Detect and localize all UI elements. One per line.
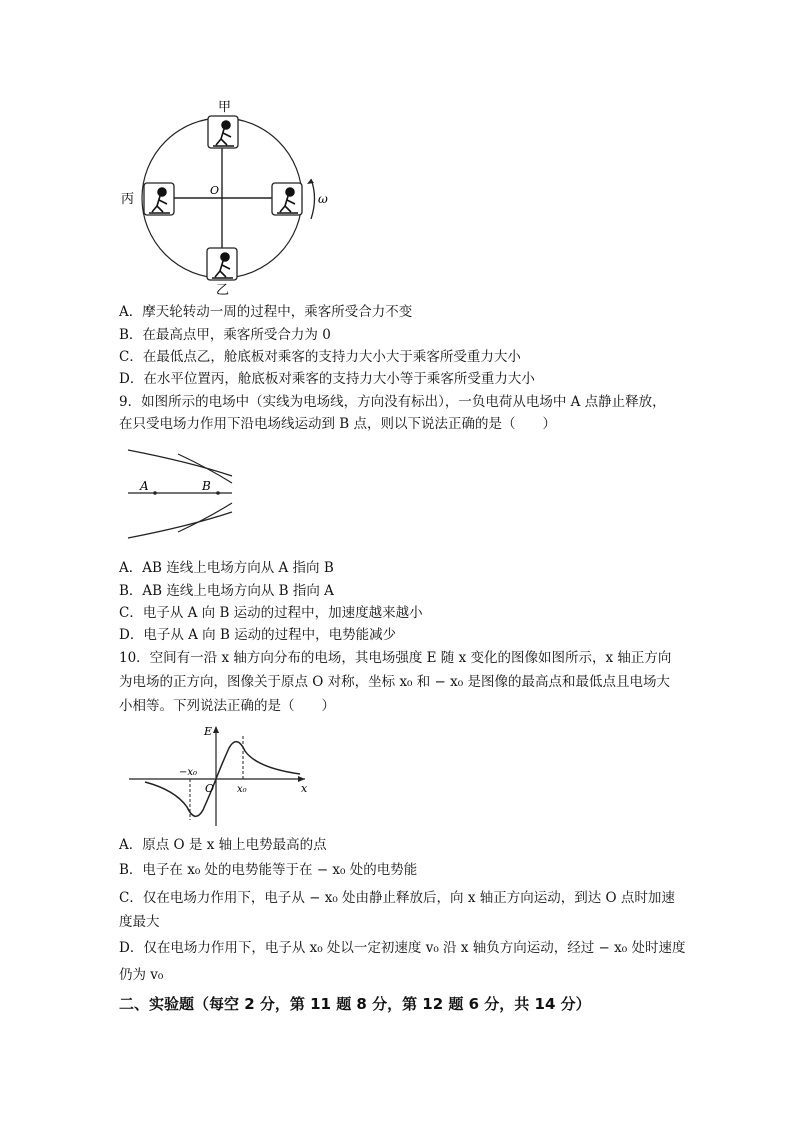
q10-stem-line1: 10．空间有一沿 x 轴方向分布的电场，其电场强度 E 随 x 变化的图像如图所示，x 轴正方向 xyxy=(119,650,672,666)
q9-stem-line1: 9．如图所示的电场中（实线为电场线，方向没有标出），一负电荷从电场中 A 点静止释放， xyxy=(119,394,666,410)
q8-option-c: C．在最低点乙，舱底板对乘客的支持力大小大于乘客所受重力大小 xyxy=(119,349,521,365)
label-left: 丙 xyxy=(121,192,135,207)
e-axis-label: E xyxy=(204,725,213,738)
q10-option-c-line2: 度最大 xyxy=(119,914,160,930)
q8-option-b: B．在最高点甲，乘客所受合力为 0 xyxy=(119,327,331,343)
origin-label: O xyxy=(205,782,215,795)
pos-x0-tick: x₀ xyxy=(237,784,247,795)
e-x-graph xyxy=(125,722,320,832)
q10-option-b: B．电子在 x₀ 处的电势能等于在 − x₀ 处的电势能 xyxy=(119,862,418,878)
q10-option-c-line1: C．仅在电场力作用下，电子从 − x₀ 处由静止释放后，向 x 轴正方向运动，到达 O 点时加速 xyxy=(119,890,675,906)
point-a-label: A xyxy=(140,479,149,493)
q8-option-d: D．在水平位置丙，舱底板对乘客的支持力大小等于乘客所受重力大小 xyxy=(119,371,535,387)
q9-stem-line2: 在只受电场力作用下沿电场线运动到 B 点，则以下说法正确的是（ ） xyxy=(119,416,557,432)
q9-option-a: A．AB 连线上电场方向从 A 指向 B xyxy=(119,560,334,576)
x-axis-label: x xyxy=(301,782,308,795)
q9-option-b: B．AB 连线上电场方向从 B 指向 A xyxy=(119,583,334,599)
electric-field-figure xyxy=(120,440,240,550)
q9-option-d: D．电子从 A 向 B 运动的过程中，电势能减少 xyxy=(119,627,397,643)
q10-option-d-line2: 仍为 v₀ xyxy=(119,967,164,983)
label-bottom: 乙 xyxy=(216,283,230,295)
point-b-label: B xyxy=(202,479,211,493)
rotation-arrow xyxy=(311,179,315,219)
q9-option-c: C．电子从 A 向 B 运动的过程中，加速度越来越小 xyxy=(119,605,423,621)
q10-option-a: A．原点 O 是 x 轴上电势最高的点 xyxy=(119,837,327,853)
ferris-wheel-figure xyxy=(115,95,335,295)
label-omega: ω xyxy=(318,192,328,206)
label-top: 甲 xyxy=(218,100,232,115)
q10-stem-line3: 小相等。下列说法正确的是（ ） xyxy=(119,698,335,714)
section-title-experiment: 二、实验题（每空 2 分，第 11 题 8 分，第 12 题 6 分，共 14 分） xyxy=(119,995,591,1013)
q10-stem-line2: 为电场的正方向，图像关于原点 O 对称，坐标 x₀ 和 − x₀ 是图像的最高点和最低点且电场大 xyxy=(119,674,670,690)
q10-option-d-line1: D．仅在电场力作用下，电子从 x₀ 处以一定初速度 v₀ 沿 x 轴负方向运动，经过 − x₀ 处时速度 xyxy=(119,940,686,956)
label-center: O xyxy=(210,184,220,197)
neg-x0-tick: −x₀ xyxy=(179,767,198,778)
q8-option-a: A．摩天轮转动一周的过程中，乘客所受合力不变 xyxy=(119,304,413,320)
